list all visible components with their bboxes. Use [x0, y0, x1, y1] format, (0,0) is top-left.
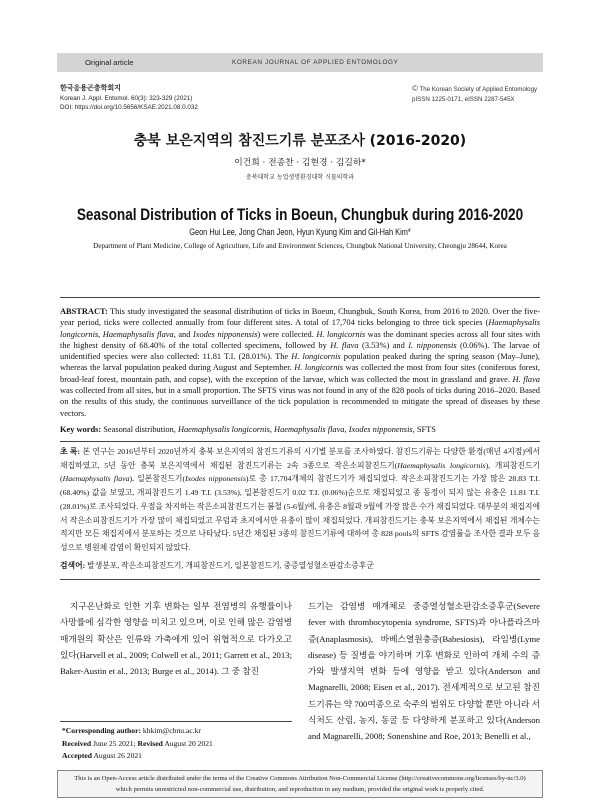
doi-link[interactable]: DOI: https://doi.org/10.5656/KSAE.2021.08.0.032 — [60, 104, 198, 111]
species-name-italic: Haemaphysalis flava — [274, 425, 345, 434]
korean-keywords-list: 발생분포, 작은소피참진드기, 개피참진드기, 일본참진드기, 중증열성혈소판감소증후군 — [87, 561, 374, 570]
open-access-license-box — [57, 770, 543, 798]
accepted-label: Accepted — [62, 751, 92, 760]
species-name-italic: Haemaphysalis longicornis — [397, 460, 486, 470]
english-affiliation: Department of Plant Medicine, College of Agriculture, Life and Environment Sciences, Chungbuk National University, Cheongju 28644, Korea — [93, 242, 507, 250]
species-name-italic: Ixodes nipponensis — [185, 474, 246, 484]
text-span: Seasonal distribution, — [103, 425, 178, 434]
text-span: (3.53%) and — [358, 340, 409, 350]
abstract-top-divider — [60, 297, 540, 298]
revised-label: Revised — [137, 738, 163, 748]
journal-citation-block — [60, 84, 198, 113]
species-name-italic: H. flava — [512, 374, 540, 384]
intro-column-right: 드기는 감염병 매개체로 중증열성혈소판감소증후군(Severe fever with thrombocytopenia syndrome, SFTS)과 아나플라즈마증(Anaplasmosis), 바베스열원충증(Babesiosis), 라임병(Lyme disease) 등 질병을 야기하며 기후 변화로 인하여 개체 수의 증가와 발생지역 변화 등에 영향을 받고 있다(Anderson and Magnarelli, 2008; Eisen et al., 2017). 전세계적으로 보고된 참진드기류는 약 700여종으로 숙주의 범위도 다양할 뿐만 아니라 서식처도 산림, 농지, 동굴 등 다양하게 분포하고 있다(Anderson and Magnarelli, 2008; Sonenshine and Roe, 2013; Benelli et al., — [308, 601, 540, 742]
english-keywords — [60, 424, 540, 435]
species-name-italic: H. longicornis — [316, 329, 366, 339]
text-span: )로 총 17,704개체의 참진드기가 채집되었다. 작은소피참진드기는 가장 많은 28.83 T.I. (68.40%) 값을 보였고, 개피참진드기 1.49 T.I. (3.53%), 일본참진드기 0.02 T.I. (0.06%)순으로 채집되었고 종 동정이 되지 않는 유충은 11.81 T.I. (28.01%)로 조사되었다. 우점을 차지하는 작은소피참진드기는 봄철 (5-6월)에, 유충은 8월과 9월에 가장 많은 수가 채집되었다. 대부분의 채집지에서 작은소피참진드기가 가장 많이 채집되었고 무덤과 초지에서만 유충이 많이 채집되었다. 개피참진드기는 충북 보은지역에서 채집된 개체수는 적지만 모든 채집지에서 분포하는 것으로 나타났다. 5년간 채집된 3종의 참진드기류에 대하여 총 828 pools의 SFTS 감염률을 조사한 결과 모두 음성으로 병원체 감염이 확인되지 않았다. — [60, 474, 540, 552]
korean-abstract — [60, 445, 540, 555]
text-span: , and — [173, 329, 193, 339]
korean-affiliation: 충북대학교 농업생명환경대학 식물의학과 — [245, 174, 355, 181]
text-span: , — [344, 425, 349, 434]
journal-header-bar — [57, 53, 543, 72]
license-line-2: which permits unrestricted non-commercial use, distribution, and reproduction in any medium, provided the original work is properly cited. — [115, 785, 485, 793]
text-span: , — [98, 329, 103, 339]
text-span: , — [269, 425, 275, 434]
journal-korean-name: 한국응용곤충학회지 — [60, 85, 121, 92]
accepted-line — [62, 750, 292, 763]
journal-citation: Korean J. Appl. Entomol. 60(3): 323-329 (2021) — [60, 94, 193, 102]
species-name-italic: Ixodes nipponensis — [192, 329, 258, 339]
received-revised-line — [62, 738, 292, 751]
species-name-italic: H. flava — [330, 340, 359, 350]
text-span: ) were collected. — [257, 329, 317, 339]
copyright-holder: The Korean Society of Applied Entomology — [419, 86, 538, 93]
copyright-icon: © — [412, 84, 418, 93]
footnote — [62, 725, 292, 763]
keywords-label: Key words: — [60, 425, 102, 434]
species-name-italic: Haemaphysalis longicornis — [60, 318, 540, 339]
journal-name: KOREAN JOURNAL OF APPLIED ENTOMOLOGY — [232, 59, 399, 66]
text-span: This study investigated the seasonal distribution of ticks in Boeun, Chungbuk, South Korea, from 2016 to 2020. Over the five-year period, ticks were collected annually from four different sites. A total of 17,704 ticks belonging to three tick species ( — [60, 307, 540, 328]
text-span: was the dominant species across all four sites with the highest density of 68.40% of the total collected specimens, followed by — [60, 329, 541, 350]
korean-keywords-label: 검색어: — [60, 561, 86, 570]
footnote-divider — [60, 721, 292, 722]
abstract-divider — [60, 441, 540, 442]
english-abstract — [60, 306, 540, 419]
text-span: , SFTS — [412, 425, 436, 434]
accepted-date: August 26 2021 — [93, 751, 142, 760]
species-name-italic: Haemaphysalis longicornis — [177, 425, 270, 434]
korean-title: 충북 보은지역의 참진드기류 분포조사 (2016-2020) — [133, 133, 467, 149]
species-name-italic: H. longicornis — [294, 363, 344, 373]
corresponding-author-line — [62, 725, 292, 738]
received-date: June 25 2021; — [93, 738, 136, 748]
text-span: was collected from all sites, but in a small proportion. The SFTS virus was not found in any of the 828 pools of ticks during 2016–2020. Based on the results of this study, the continuous surveillance of the tick population is recommended to mitigate the spread of diseases by these vectors. — [60, 386, 540, 418]
text-span: population peaked during the spring season (May–June), whereas the larval population peaked during August and September. — [60, 352, 540, 373]
text-span: 본 연구는 2016년부터 2020년까지 충북 보은지역의 참진드기류의 시기별 분포를 조사하였다. 참진드기류는 다양한 환경(매년 4지점)에서 채집하였고, 5년 동안 충북 보은지역에서 채집된 참진드기류는 2속 3종으로 작은소피참진드기( — [60, 447, 541, 470]
corresponding-author-label: *Corresponding author: — [62, 726, 141, 735]
species-name-italic: Ixodes nipponensis — [348, 425, 413, 434]
abstract-label: ABSTRACT: — [60, 307, 108, 316]
species-name-italic: Haemaphysalis flava — [62, 474, 130, 484]
received-label: Received — [62, 738, 92, 748]
korean-keywords — [60, 559, 540, 573]
license-line-1: This is an Open-Access article distributed under the terms of the Creative Commons Attribution Non-Commercial License (http://creativecommons.org/licenses/by-nc/3.0) — [74, 775, 526, 782]
intro-column-left: 지구온난화로 인한 기후 변화는 일부 전염병의 유행률이나 사망률에 심각한 영향을 미치고 있으며, 이로 인해 많은 감염병 매개원의 확산은 인류와 가축에게 있어 위협적으로 다가오고 있다(Harvell et al., 2009; Colwell et al., 2011; Garrett et al., 2013; Baker-Austin et al., 2013; Burge et al., 2014). 그 중 참진 — [60, 601, 292, 677]
article-type-label: Original article — [85, 58, 134, 67]
species-name-italic: H. longicornis — [291, 352, 341, 362]
text-span: ), 일본참진드기( — [129, 474, 186, 484]
text-span: (0.06%). The larvae of unidentified species were also collected: 11.81 T.I. (28.01%). The — [60, 340, 541, 362]
english-authors: Geon Hui Lee, Jong Chan Jeon, Hyun Kyung Kim and Gil-Hah Kim* — [189, 227, 411, 237]
body-top-divider — [60, 579, 540, 580]
korean-authors: 이건희 · 전종찬 · 김현경 · 김길하* — [234, 158, 366, 168]
english-title: Seasonal Distribution of Ticks in Boeun, Chungbuk during 2016-2020 — [76, 205, 524, 224]
copyright-block — [412, 84, 537, 104]
text-span: ), 개피참진드기( — [60, 460, 541, 484]
issn: pISSN 1225-0171, eISSN 2287-545X — [412, 95, 515, 103]
text-span: was collected the most from four sites (coniferous forest, broad-leaf forest, mountain path, and copse), with the exception of the larvae, which was collected the most in grassland and grave. — [60, 363, 540, 384]
species-name-italic: I. nipponensis — [408, 340, 457, 350]
korean-abstract-label: 초 록: — [60, 447, 81, 456]
revised-date: August 20 2021 — [164, 738, 213, 748]
corresponding-author-email[interactable]: khkim@cbnu.ac.kr — [142, 726, 201, 735]
species-name-italic: Haemaphysalis flava — [102, 329, 174, 339]
